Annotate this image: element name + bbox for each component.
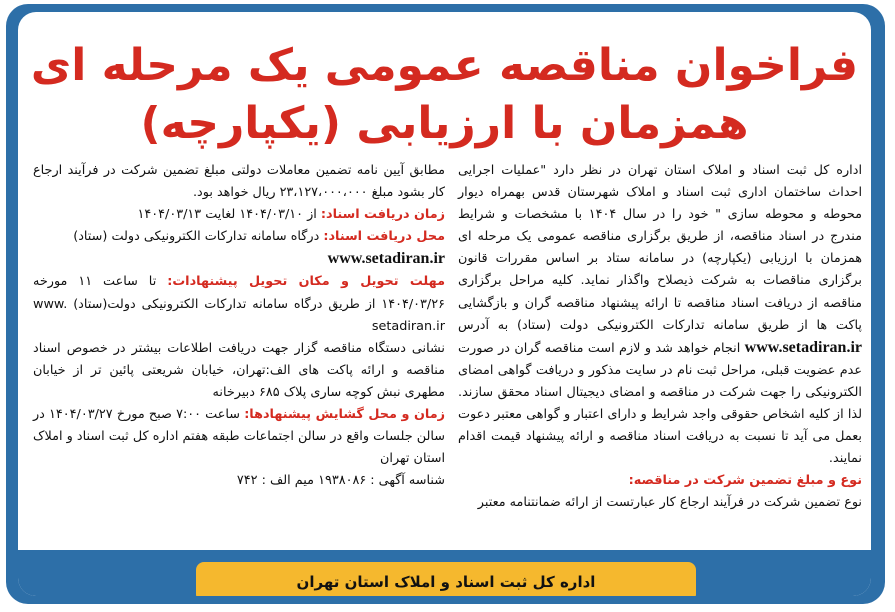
receive-time-label: زمان دریافت اسناد:	[320, 207, 445, 223]
right-column	[458, 160, 862, 515]
receive-place	[33, 226, 445, 248]
title-line-1: فراخوان مناقصه عمومی یک مرحله ای	[30, 40, 859, 91]
receive-website-link[interactable]: www.setadiran.ir	[327, 250, 445, 268]
notice-panel	[18, 12, 871, 596]
intro-paragraph	[458, 160, 862, 470]
deadline-label: مهلت تحویل و مکان تحویل پیشنهادات:	[167, 274, 446, 290]
guarantee-text: نوع تضمین شرکت در فرآیند ارجاع کار عبارتست از ارائه ضمانتنامه معتبر	[477, 495, 862, 511]
title-line-2: همزمان با ارزیابی (یکپارچه)	[140, 98, 749, 149]
footer-org-name: اداره کل ثبت اسناد و املاک استان تهران	[196, 562, 696, 596]
deadline-value: تا ساعت ۱۱ مورخه ۱۴۰۴/۰۳/۲۶ از طریق درگاه سامانه تدارکات الکترونیکی دولت(ستاد) www. setadiran.ir	[33, 274, 445, 334]
guarantee-section	[458, 470, 862, 492]
after-site-text: انجام خواهد شد و لازم است مناقصه گران در صورت عدم عضویت قبلی، مراحل ثبت نام در سایت مذکور و دریافت گواهی امضای الکترونیکی را جهت شرکت در مناقصه و امضای دیجیتال اسناد محقق سازند. لذا از کلیه اشخاص حقوقی واجد شرایط و دارای اعتبار و گواهی معتبر دعوت بعمل می آید تا نسبت به دریافت اسناد مناقصه و ارائه پیشنهاد قیمت اقدام نمایند.	[458, 340, 862, 467]
guarantee-label: نوع و مبلغ تضمین شرکت در مناقصه:	[628, 473, 862, 489]
website-link[interactable]: www.setadiran.ir	[744, 338, 862, 356]
receive-place-value: درگاه سامانه تدارکات الکترونیکی دولت (ستاد)	[73, 229, 320, 245]
left-column	[33, 160, 445, 492]
guarantee-continued: مطابق آیین نامه تضمین معاملات دولتی مبلغ تضمین شرکت در فرآیند ارجاع کار بشود مبلغ ۲۳،۱۲۷،۰۰۰،۰۰۰ ریال خواهد بود.	[33, 163, 445, 201]
receive-time	[33, 204, 445, 226]
opening	[33, 404, 445, 470]
opening-label: زمان و محل گشایش پیشنهادها:	[244, 407, 445, 423]
receive-place-label: محل دریافت اسناد:	[323, 229, 445, 245]
address-paragraph: نشانی دستگاه مناقصه گزار جهت دریافت اطلاعات بیشتر در خصوص اسناد مناقصه و ارائه پاکت های الف:تهران، خیابان شریعتی پائین تر از خیابان مطهری نبش کوچه ساری پلاک ۶۸۵ دبیرخانه	[33, 340, 445, 400]
receive-website-row	[33, 248, 445, 271]
ad-identifier: شناسه آگهی : ۱۹۳۸۰۸۶ میم الف : ۷۴۲	[236, 473, 445, 489]
opening-value: ساعت ۷:۰۰ صبح مورخ ۱۴۰۴/۰۳/۲۷ در سالن جلسات واقع در سالن اجتماعات طبقه هفتم اداره کل ثبت اسناد و املاک استان تهران	[33, 407, 445, 467]
deadline	[33, 271, 445, 337]
receive-time-value: از ۱۴۰۴/۰۳/۱۰ لغایت ۱۴۰۴/۰۳/۱۳	[137, 207, 317, 223]
intro-text: اداره کل ثبت اسناد و املاک استان تهران در نظر دارد "عملیات اجرایی احداث ساختمان اداری ثبت اسناد و املاک شهرستان قدس بهمراه دیوار محوطه و محوطه سازی " خود را در سال ۱۴۰۴ با مشخصات و شرایط مندرج در اسناد مناقصه، از طریق برگزاری مناقصه عمومی یک مرحله ای همزمان با ارزیابی (یکپارچه) در سامانه ستاد بر اساس مقررات قانون برگزاری مناقصات به شرکت ذیصلاح واگذار نماید. کلیه مراحل برگزاری مناقصه از دریافت اسناد مناقصه تا ارائه پیشنهاد مناقصه گران و بازگشایی پاکت ها از طریق سامانه تدارکات الکترونیکی دولت (ستاد) به آدرس	[458, 163, 862, 333]
